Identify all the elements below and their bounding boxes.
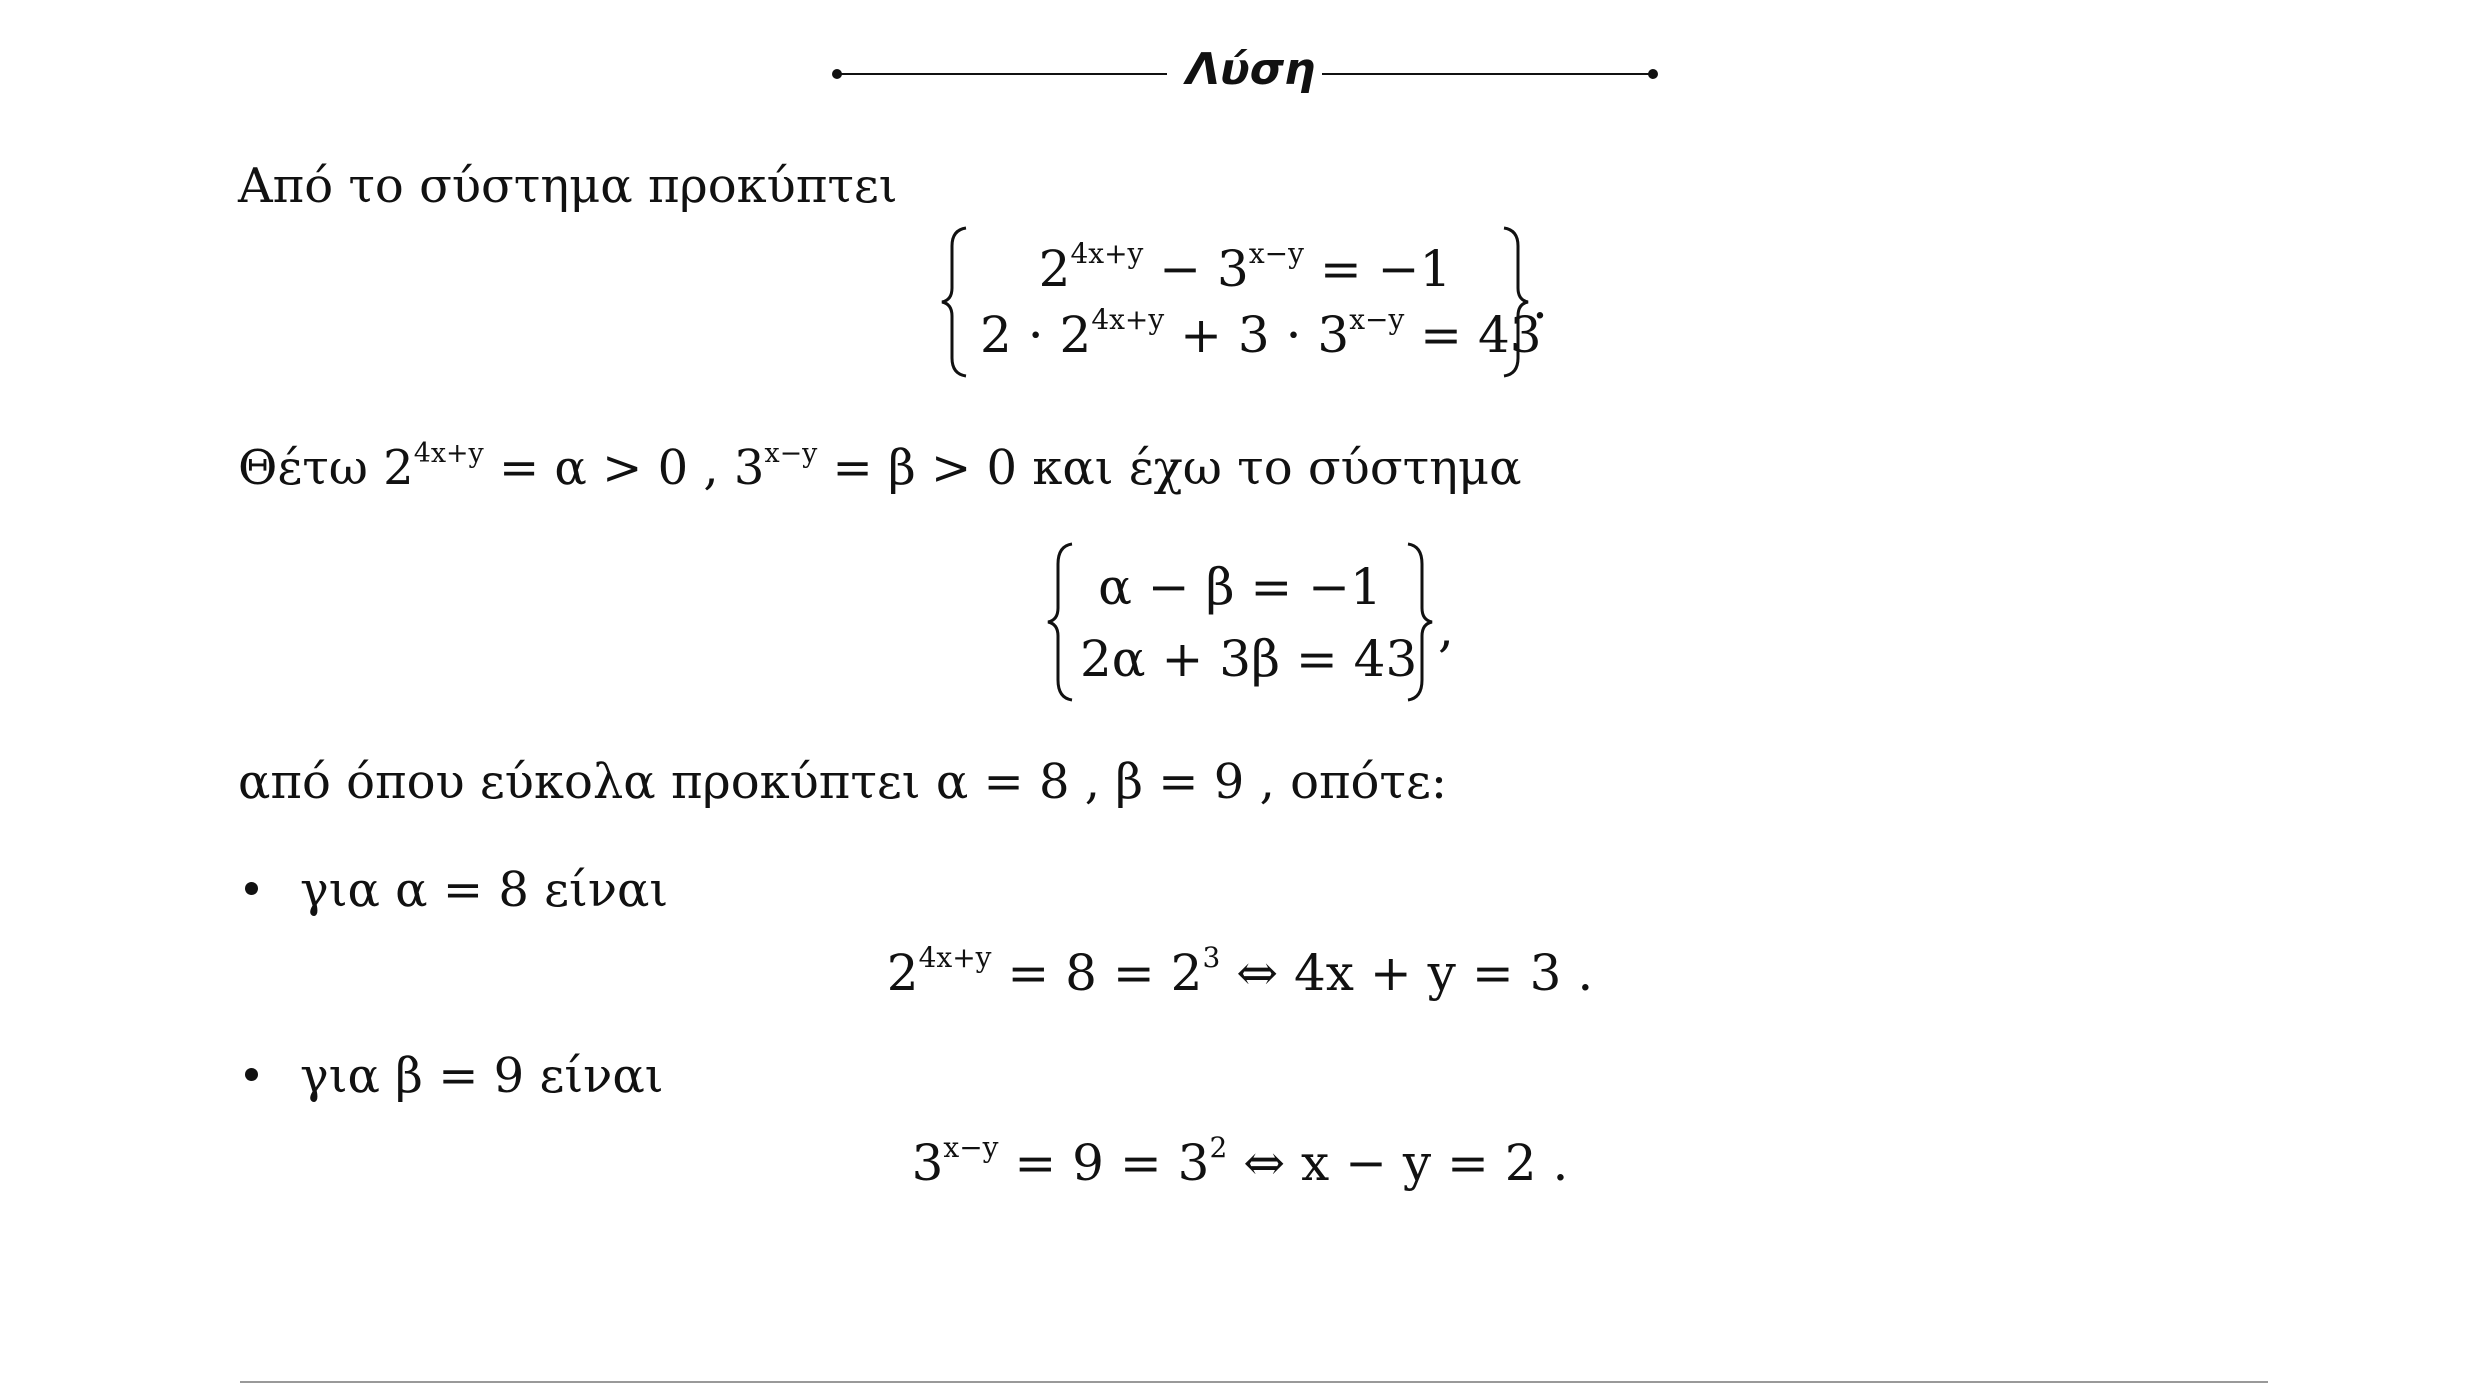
header-title: Λύση [1186,44,1316,95]
system-1-trail: . [1532,272,1548,330]
system-2-right-brace [1404,542,1434,702]
bullet-2-equation: $3^{x-y} = 9 = 3^2$ ⇔ x − y = 2 . [911,1131,1569,1192]
header-right-rule [1322,73,1652,75]
system-2-line-2: 2α + 3β = 43 [1080,630,1418,688]
system-2-line-1: α − β = −1 [1098,558,1382,616]
system-2-lines [1080,558,1418,688]
header-left-rule [837,73,1167,75]
result-text: από όπου εύκολα προκύπτει α = 8 , β = 9 , οπότε: [238,754,1448,810]
bullet-1-label: για α = 8 είναι [300,862,669,918]
system-2-trail: , [1438,600,1454,658]
system-1-line-2: $2 \cdot 2^{4x+y} + 3 \cdot 3^{x-y} = 43$ [980,303,1542,364]
substitution-line: Θέτω $2^{4x+y} = \alpha > 0$ , $3^{x-y} = \beta > 0$ και έχω το σύστημα [238,437,1522,496]
system-1-line-1: $2^{4x+y} - 3^{x-y} = -1$ [1038,237,1452,298]
bullet-1-equation: $2^{4x+y} = 8 = 2^3$ ⇔ 4x + y = 3 . [886,941,1594,1002]
bullet-1-marker [245,882,258,895]
bullet-2-label: για β = 9 είναι [300,1048,664,1104]
header-right-dot [1648,69,1658,79]
system-1-right-brace [1500,226,1530,378]
footer-rule [240,1381,2268,1383]
system-2-left-brace [1046,542,1076,702]
system-1-left-brace [940,226,970,378]
bullet-2-marker [245,1068,258,1081]
system-1-lines [980,237,1542,364]
intro-text: Από το σύστημα προκύπτει [238,158,898,214]
